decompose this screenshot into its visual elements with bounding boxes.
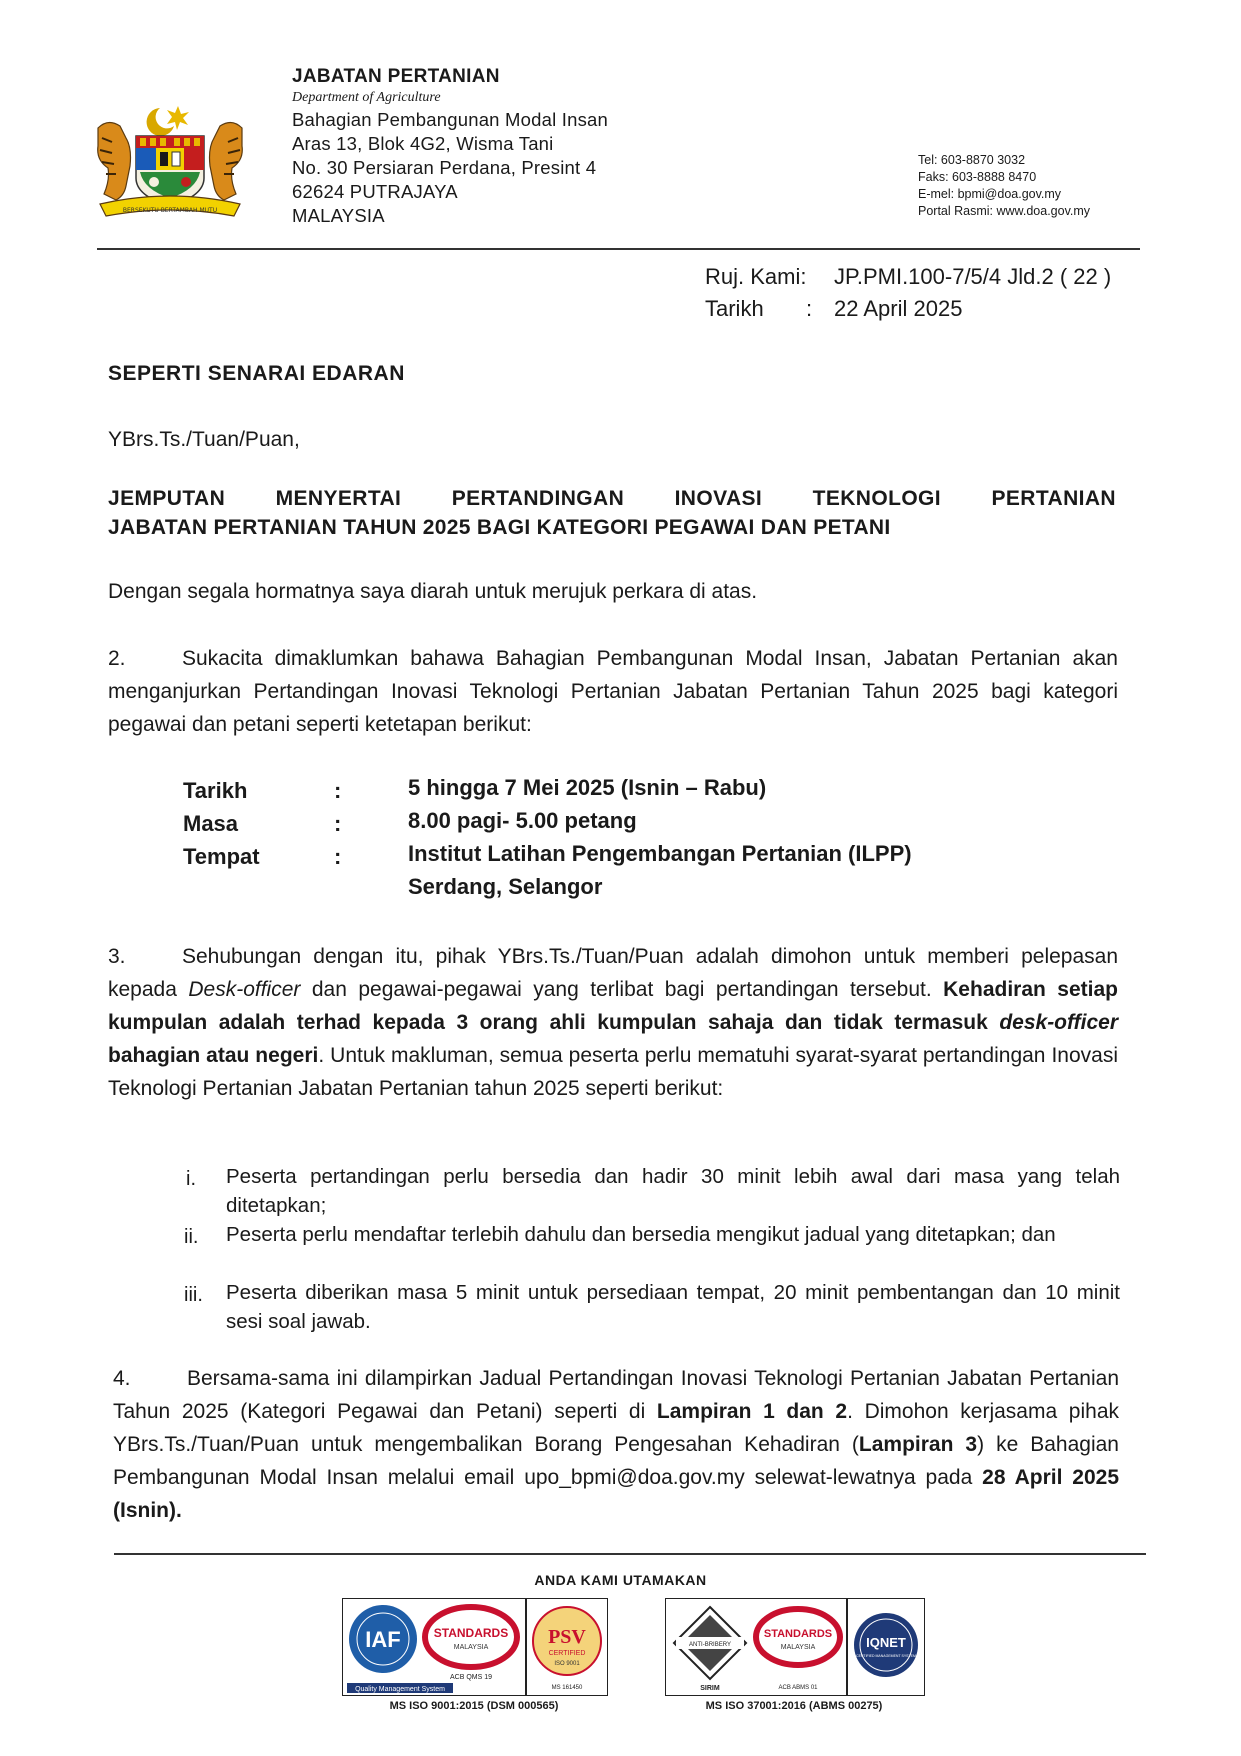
schedule-colon: : (334, 844, 342, 869)
department-name: JABATAN PERTANIAN (292, 66, 500, 87)
svg-text:CERTIFIED MANAGEMENT SYSTEM: CERTIFIED MANAGEMENT SYSTEM (856, 1654, 916, 1658)
opening-sentence: Dengan segala hormatnya saya diarah untuk merujuk perkara di atas. (108, 580, 758, 603)
date-colon: : (806, 296, 813, 321)
reference-label: Ruj. Kami: (705, 264, 807, 289)
footer-motto: ANDA KAMI UTAMAKAN (534, 1572, 707, 1588)
schedule-label-place: Tempat (183, 844, 260, 869)
malaysia-coat-of-arms-icon (90, 98, 250, 226)
department-name-english: Department of Agriculture (292, 90, 441, 105)
salutation: YBrs.Ts./Tuan/Puan, (108, 428, 300, 451)
svg-text:IQNET: IQNET (866, 1635, 906, 1650)
paragraph-text: Bersama-sama ini dilampirkan Jadual Pertandingan Inovasi Teknologi Pertanian Jabatan Pertanian Tahun 2025 (Kategori Pegawai dan Petani) seperti di (113, 1367, 1119, 1423)
schedule-colon: : (334, 778, 342, 803)
schedule-colon: : (334, 811, 342, 836)
address-line: 62624 PUTRAJAYA (292, 181, 458, 202)
reference-number: JP.PMI.100-7/5/4 Jld.2 ( 22 ) (834, 264, 1112, 289)
iso-9001-caption: MS ISO 9001:2015 (DSM 000565) (389, 1700, 559, 1712)
svg-text:MALAYSIA: MALAYSIA (780, 1644, 816, 1651)
paragraph-number: 2. (108, 647, 126, 670)
paragraph-text: Sehubungan dengan itu, pihak YBrs.Ts./Tuan/Puan adalah dimohon untuk memberi pelepasan kepada (108, 945, 1118, 1001)
svg-text:MS 161450: MS 161450 (551, 1685, 583, 1691)
address-line: MALAYSIA (292, 205, 385, 226)
paragraph-text: . Untuk makluman, semua peserta perlu mematuhi syarat-syarat pertandingan Inovasi Teknologi Pertanian Jabatan Pertanian tahun 2025 seperti berikut: (108, 1044, 1118, 1100)
paragraph-text: Sukacita dimaklumkan bahawa Bahagian Pembangunan Modal Insan, Jabatan Pertanian akan menganjurkan Pertandingan Inovasi Teknologi Pertanian Jabatan Pertanian Tahun 2025 bagi kategori pegawai dan petani seperti ketetapan berikut: (108, 647, 1118, 736)
svg-text:STANDARDS: STANDARDS (433, 1626, 509, 1640)
svg-text:MALAYSIA: MALAYSIA (453, 1644, 489, 1651)
svg-text:Quality Management System: Quality Management System (355, 1686, 445, 1693)
svg-text:ANTI-BRIBERY: ANTI-BRIBERY (689, 1642, 731, 1648)
address-line: No. 30 Persiaran Perdana, Presint 4 (292, 157, 597, 178)
footer-divider (114, 1553, 1146, 1555)
subject-line: JEMPUTAN MENYERTAI PERTANDINGAN INOVASI TEKNOLOGI PERTANIAN (108, 487, 1116, 510)
paragraph-text-bold: Lampiran 1 dan 2 (656, 1400, 848, 1423)
date-label: Tarikh (705, 296, 764, 321)
iso-37001-caption: MS ISO 37001:2016 (ABMS 00275) (705, 1700, 883, 1712)
recipient: SEPERTI SENARAI EDARAN (108, 362, 405, 385)
psv-certified-logo (526, 1598, 608, 1696)
paragraph-text-italic: Desk-officer (188, 978, 301, 1001)
paragraph-text-bold: Lampiran 3 (858, 1433, 978, 1456)
subject-line: JABATAN PERTANIAN TAHUN 2025 BAGI KATEGORI PEGAWAI DAN PETANI (108, 516, 891, 539)
paragraph-3 (108, 940, 1118, 1105)
contact-email[interactable]: E-mel: bpmi@doa.gov.my (918, 187, 1062, 201)
svg-text:ACB ABMS 01: ACB ABMS 01 (778, 1685, 818, 1691)
svg-text:ISO 9001: ISO 9001 (554, 1661, 580, 1667)
schedule-value-date: 5 hingga 7 Mei 2025 (Isnin – Rabu) (408, 775, 767, 800)
paragraph-number: 4. (113, 1367, 131, 1390)
list-number: ii. (184, 1226, 199, 1248)
paragraph-text: ) ke Bahagian Pembangunan Modal Insan melalui email upo_bpmi@doa.gov.my selewat-lewatnya pada (113, 1433, 1119, 1489)
list-item: Peserta perlu mendaftar terlebih dahulu dan bersedia mengikut jadual yang ditetapkan; dan (226, 1223, 1056, 1246)
paragraph-text-bold-italic: desk-officer (999, 1011, 1118, 1034)
svg-text:PSV: PSV (548, 1626, 586, 1648)
list-item: Peserta pertandingan perlu bersedia dan hadir 30 minit lebih awal dari masa yang telah ditetapkan; (226, 1165, 1120, 1217)
contact-phone: Tel: 603-8870 3032 (918, 153, 1026, 167)
svg-text:ACB QMS 19: ACB QMS 19 (449, 1674, 493, 1681)
schedule-value-place: Institut Latihan Pengembangan Pertanian (ILPP) (408, 841, 912, 866)
antibribery-standards-logo (665, 1598, 847, 1696)
svg-text:CERTIFIED: CERTIFIED (548, 1650, 586, 1657)
list-number: iii. (184, 1284, 203, 1306)
svg-text:STANDARDS: STANDARDS (763, 1628, 833, 1640)
list-number: i. (186, 1168, 196, 1190)
address-line: Aras 13, Blok 4G2, Wisma Tani (292, 133, 554, 154)
schedule-label-time: Masa (183, 811, 239, 836)
letter-date: 22 April 2025 (834, 296, 963, 321)
paragraph-number: 3. (108, 945, 126, 968)
schedule-label-date: Tarikh (183, 778, 248, 803)
svg-text:BERSEKUTU BERTAMBAH MUTU: BERSEKUTU BERTAMBAH MUTU (122, 207, 218, 214)
list-item: Peserta diberikan masa 5 minit untuk persediaan tempat, 20 minit pembentangan dan 10 minit sesi soal jawab. (226, 1281, 1120, 1333)
schedule-value-time: 8.00 pagi- 5.00 petang (408, 808, 637, 833)
contact-portal[interactable]: Portal Rasmi: www.doa.gov.my (918, 204, 1091, 218)
paragraph-text-bold: bahagian atau negeri (108, 1044, 319, 1067)
paragraph-text: . Dimohon kerjasama pihak YBrs.Ts./Tuan/Puan untuk mengembalikan Borang Pengesahan Kehadiran ( (113, 1400, 1120, 1456)
iqnet-logo (847, 1598, 925, 1696)
contact-fax: Faks: 603-8888 8470 (918, 170, 1037, 184)
iaf-standards-logo (342, 1598, 526, 1696)
paragraph-text-bold: 28 April 2025 (Isnin). (113, 1466, 1119, 1522)
schedule-value-place-line2: Serdang, Selangor (408, 874, 603, 899)
paragraph-text-bold: Kehadiran setiap kumpulan adalah terhad kepada 3 orang ahli kumpulan sahaja dan tidak termasuk (108, 978, 1118, 1034)
address-line: Bahagian Pembangunan Modal Insan (292, 109, 608, 130)
paragraph-2 (108, 642, 1118, 741)
header-divider (97, 248, 1140, 250)
paragraph-text: dan pegawai-pegawai yang terlibat bagi pertandingan tersebut. (300, 978, 944, 1001)
paragraph-4 (113, 1362, 1119, 1527)
svg-text:SIRIM: SIRIM (700, 1685, 720, 1692)
svg-text:IAF: IAF (365, 1627, 401, 1652)
